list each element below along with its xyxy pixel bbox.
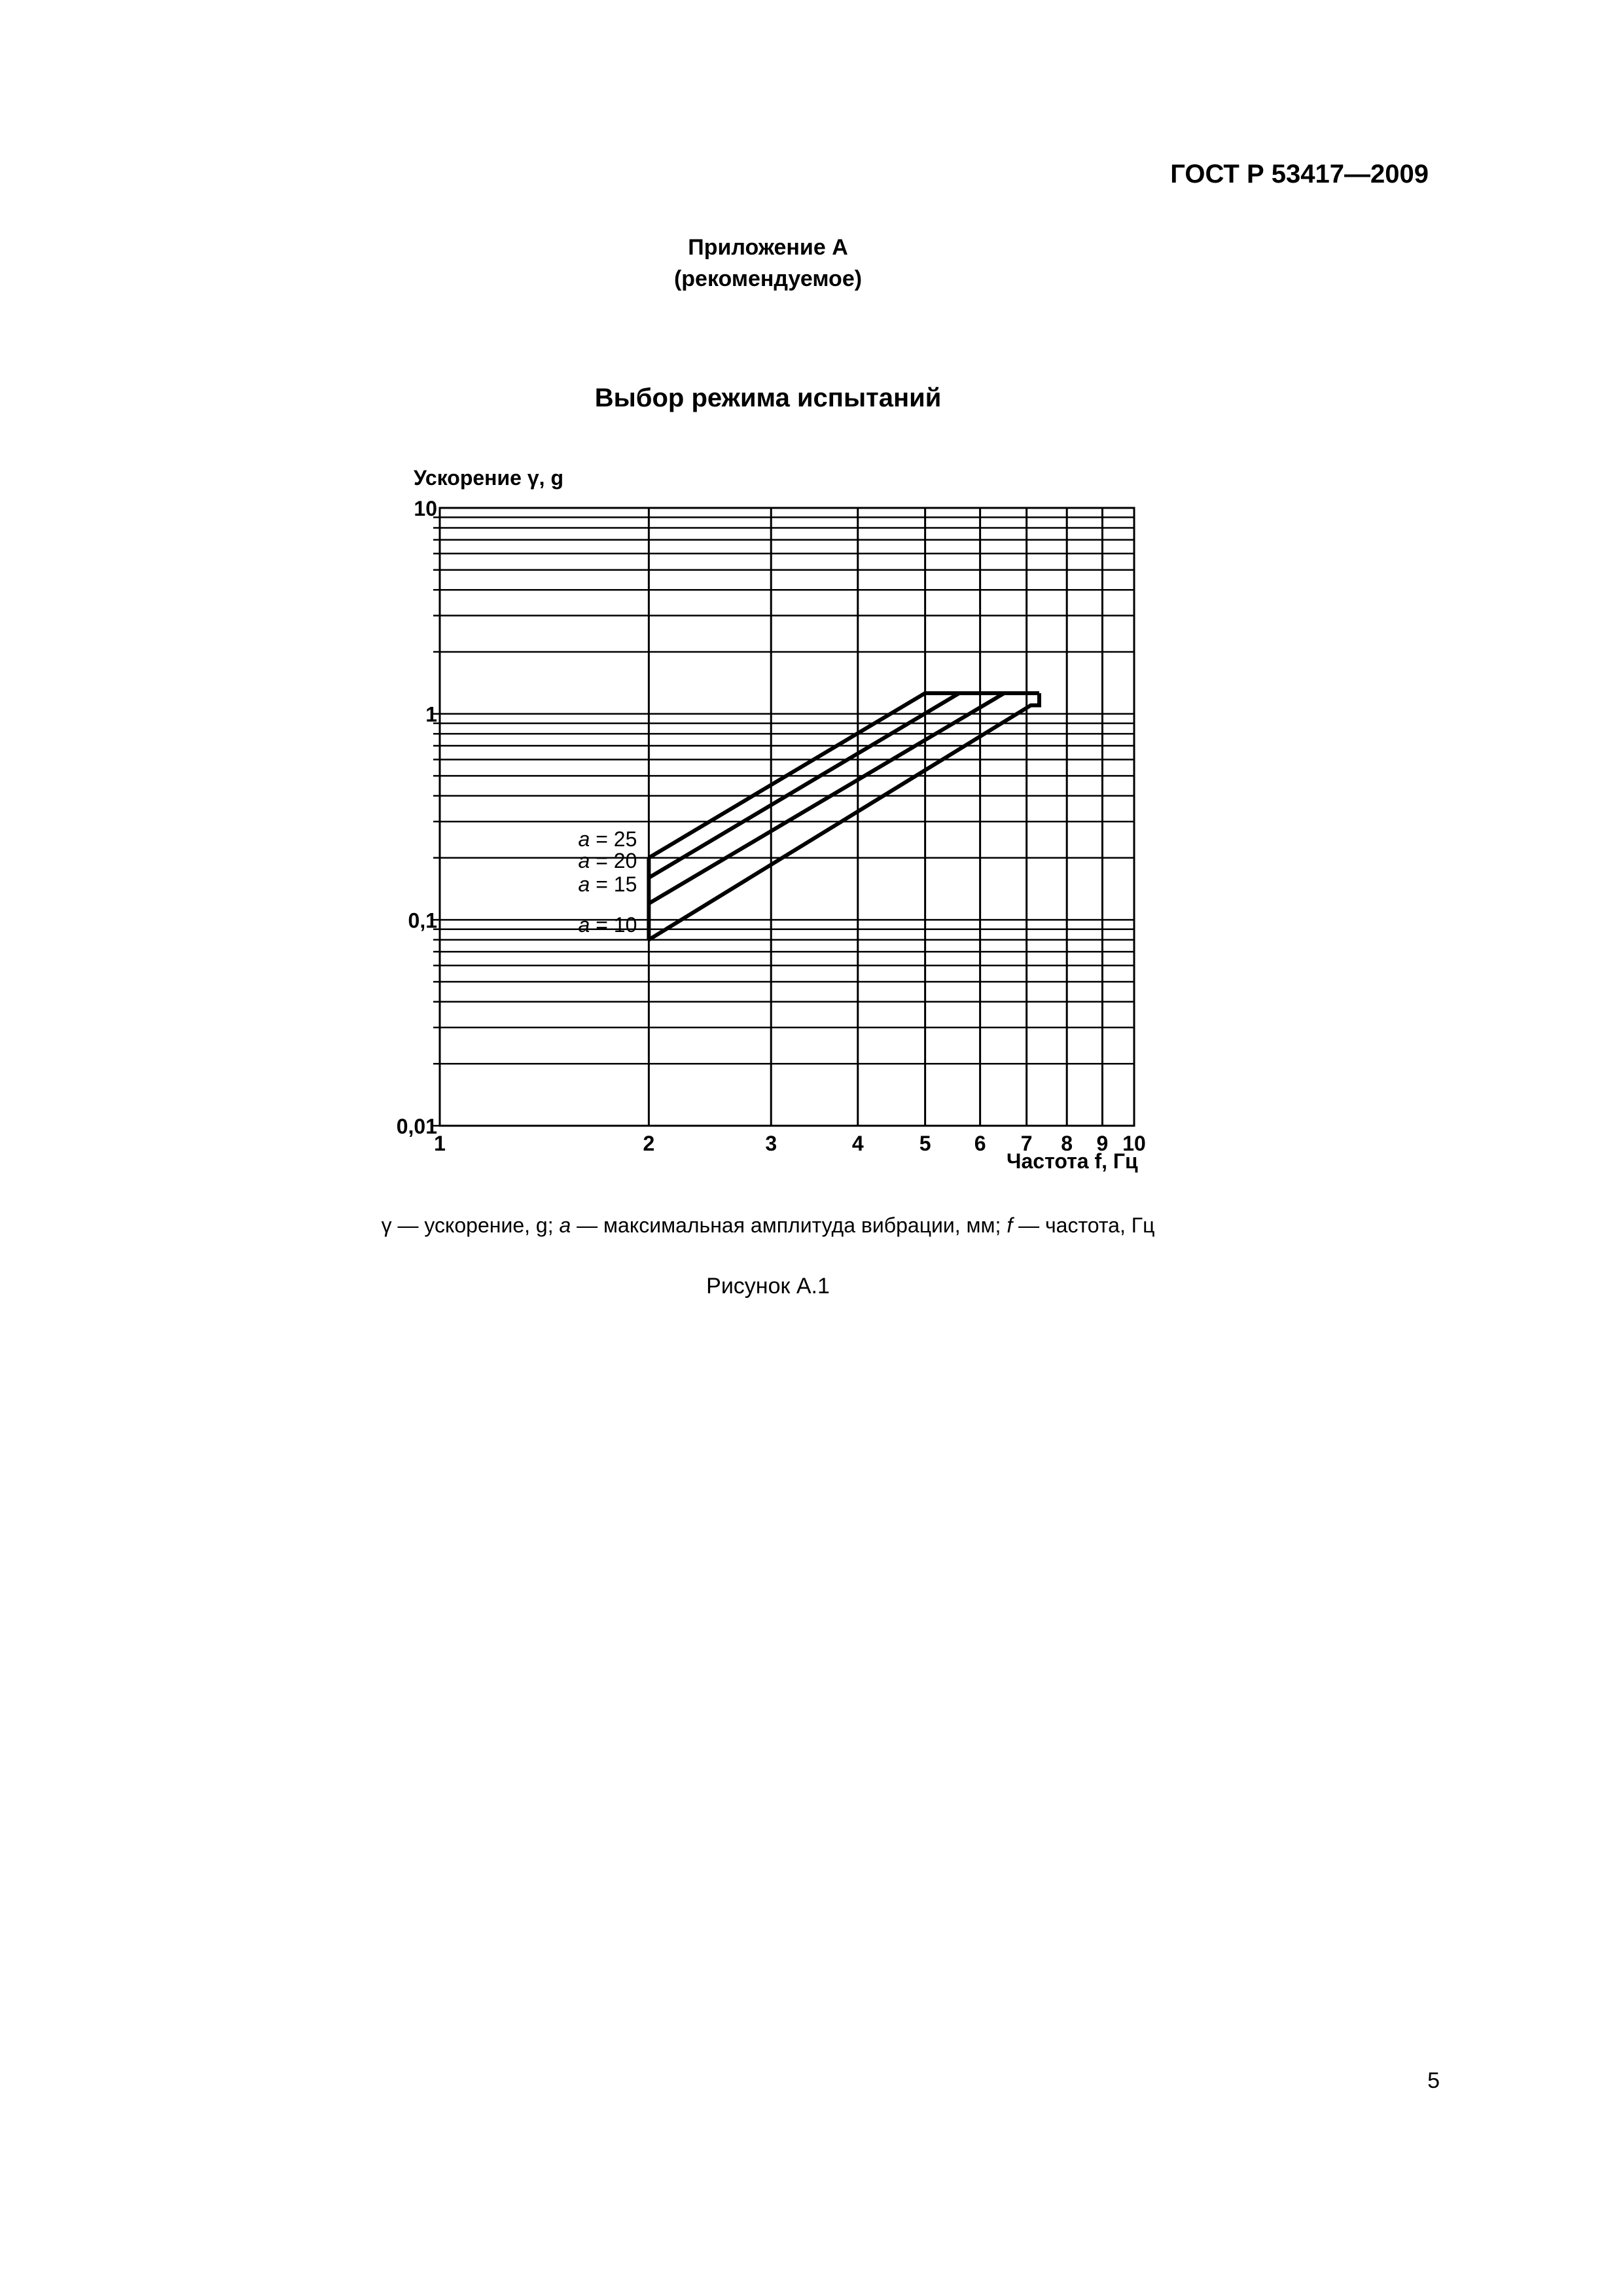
series-line xyxy=(649,693,1004,903)
series-label: a = 10 xyxy=(578,913,637,937)
legend-f-desc: — частота, Гц xyxy=(1012,1213,1155,1237)
y-tick-label: 1 xyxy=(425,702,437,726)
legend-f: f xyxy=(1007,1213,1013,1237)
x-tick-label: 9 xyxy=(1096,1132,1109,1155)
x-tick-label: 5 xyxy=(919,1132,931,1155)
legend-a-desc: — максимальная амплитуда вибрации, мм; xyxy=(571,1213,1007,1237)
chart-grid xyxy=(433,508,1134,1126)
section-title: Выбор режима испытаний xyxy=(594,384,942,412)
y-tick-label: 0,1 xyxy=(408,908,437,933)
x-tick-label: 2 xyxy=(643,1132,655,1155)
series-label: a = 15 xyxy=(578,872,637,896)
x-tick-label: 1 xyxy=(434,1132,446,1155)
figure-legend xyxy=(0,1213,1536,1238)
series-line xyxy=(649,693,959,878)
appendix-status: (рекомендуемое) xyxy=(673,266,863,291)
series-label: a = 20 xyxy=(578,849,637,872)
series-label: a = 25 xyxy=(578,827,637,851)
x-tick-label: 4 xyxy=(851,1132,864,1155)
page-number: 5 xyxy=(1427,2068,1440,2093)
appendix-title: Приложение А xyxy=(688,235,848,260)
y-tick-label: 10 xyxy=(414,497,437,520)
plot-frame xyxy=(440,508,1134,1126)
x-tick-label: 6 xyxy=(974,1132,986,1155)
standard-number: ГОСТ Р 53417—2009 xyxy=(1170,160,1429,188)
x-tick-label: 7 xyxy=(1020,1132,1033,1155)
x-tick-label: 3 xyxy=(765,1132,777,1155)
figure-caption: Рисунок А.1 xyxy=(706,1274,830,1299)
legend-a: a xyxy=(559,1213,571,1237)
legend-gamma: γ xyxy=(381,1213,392,1237)
x-axis-label: Частота f, Гц xyxy=(1007,1149,1138,1173)
legend-gamma-desc: — ускорение, g; xyxy=(391,1213,560,1237)
y-axis-label: Ускорение γ, g xyxy=(414,466,563,490)
x-tick-label: 8 xyxy=(1061,1132,1073,1155)
y-tick-label: 0,01 xyxy=(396,1115,437,1138)
x-tick-label: 10 xyxy=(1122,1132,1146,1155)
